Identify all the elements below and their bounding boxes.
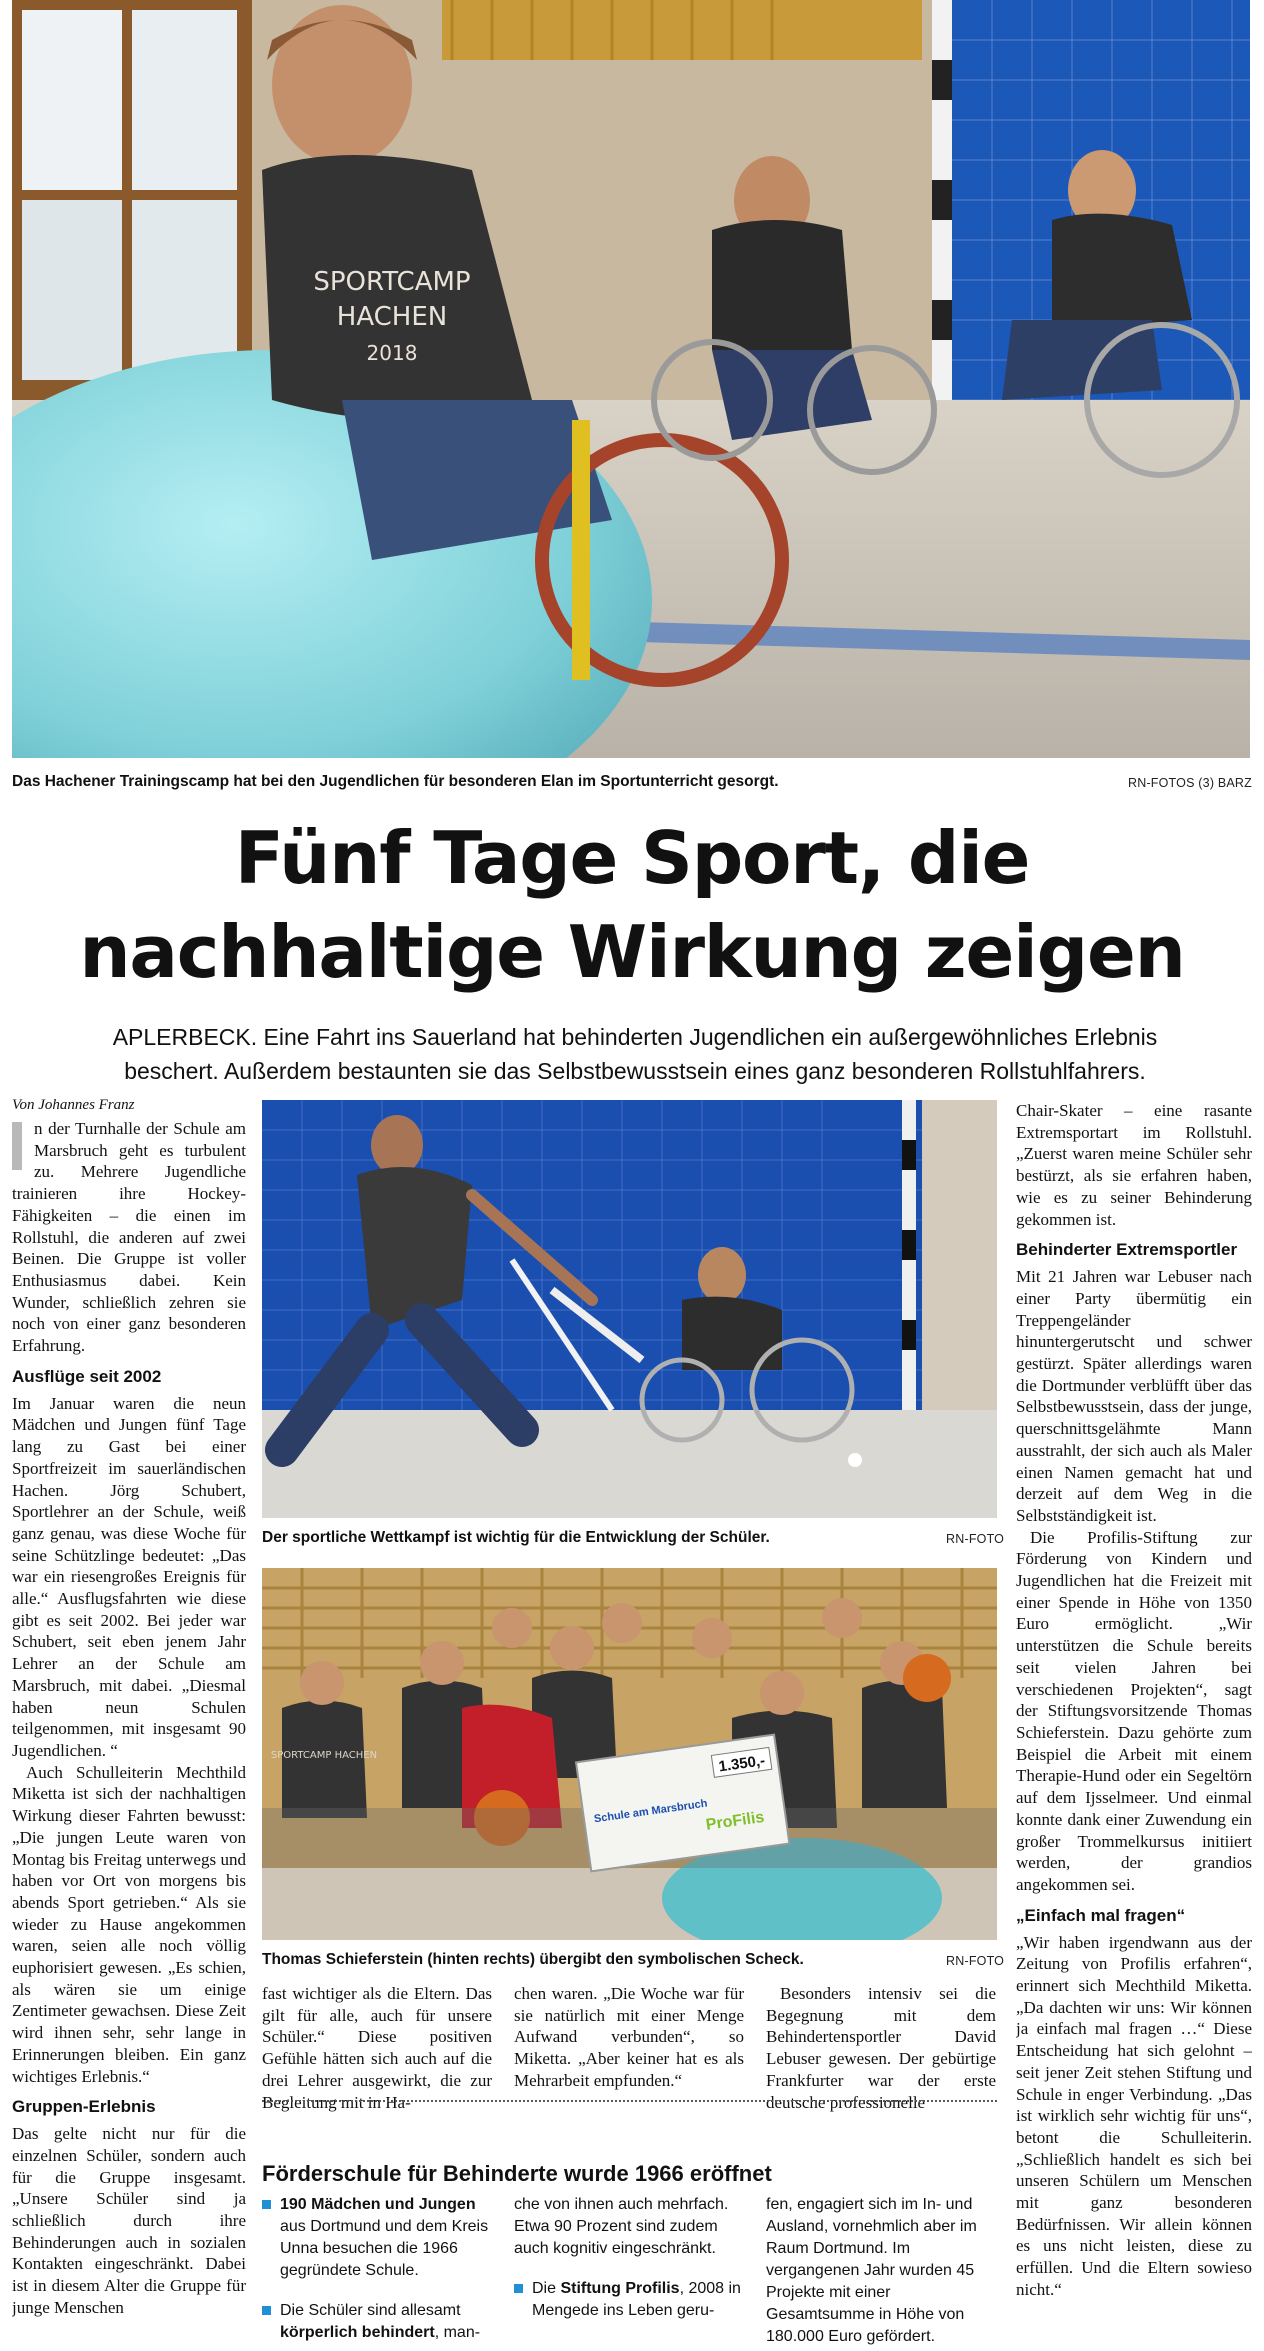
bullet-square-icon — [262, 2306, 271, 2315]
bottom-photo-credit: RN-FOTO — [946, 1954, 1005, 1968]
col3-paragraph-1: chen waren. „Die Woche war für sie natürlich mit einer Menge Aufwand verbunden“, so Miketta. „Aber keiner hat es als Mehrarbeit empfunden.“ — [514, 1984, 744, 2090]
top-photo — [12, 0, 1250, 758]
intro-line-1: APLERBECK. Eine Fahrt ins Sauerland hat behinderten Jugendlichen ein außergewöhnliches Erlebnis — [112, 1024, 1158, 1050]
infobox-divider — [262, 2100, 997, 2102]
check-recipient: Schule am Marsbruch — [593, 1797, 709, 1826]
article-column-3 — [514, 1983, 744, 2092]
col5-subheading-1: Behinderter Extremsportler — [1016, 1240, 1238, 1260]
article-column-1 — [12, 1118, 246, 2348]
col5-paragraph-1: Chair-Skater – eine rasante Extremsportart im Rollstuhl. „Zuerst waren meine Schüler sehr bestürzt, als sie erfahren haben, wie es zu seiner Behinderung gekommen ist. — [1016, 1101, 1252, 1229]
middle-photo-caption: Der sportliche Wettkampf ist wichtig für die Entwicklung der Schüler. — [262, 1529, 770, 1546]
headline-line-1: Fünf Tage Sport, die — [234, 816, 1030, 900]
col4-paragraph-1: Besonders intensiv sei die Begegnung mit dem Behindertensportler David Lebuser gewesen. Der gebürtige Frankfurter war der erste deutsche professionelle — [766, 1984, 996, 2112]
top-photo-credit: RN-FOTOS (3) BARZ — [1127, 776, 1252, 790]
top-photo-illustration — [12, 0, 1250, 758]
check-amount: 1.350,- — [717, 1752, 767, 1776]
infobox-item-disability: Die Schüler sind allesamt körperlich behindert, man- — [262, 2300, 502, 2344]
byline: Von Johannes Franz — [12, 1097, 135, 1113]
middle-photo-illustration — [262, 1100, 997, 1518]
bottom-shirt-text: SPORTCAMP HACHEN — [270, 1750, 378, 1761]
col5-subheading-2: „Einfach mal fragen“ — [1016, 1905, 1186, 1925]
intro-line-2: beschert. Außerdem bestaunten sie das Selbstbewusstsein eines ganz besonderen Rollstuhlfahrers. — [124, 1058, 1146, 1084]
col5-paragraph-2: Mit 21 Jahren war Lebuser nach einer Party übermütig ein Treppengeländer hinuntergerutscht und schwer gestürzt. Später allerdings waren die Dortmunder verblüfft über das Selbstbewusstsein, dass der junge, querschnittsgelähmte Mann ausstrahlt, der sich auch als Maler einen Namen gemacht hat und derzeit auf dem Weg in die Selbstständigkeit ist. — [1016, 1267, 1252, 1525]
check-logo: ProFilis — [704, 1808, 766, 1834]
shirt-text-line3: 2018 — [366, 341, 418, 365]
infobox-title: Förderschule für Behinderte wurde 1966 eröffnet — [262, 2161, 772, 2186]
top-photo-caption: Das Hachener Trainingscamp hat bei den Jugendlichen für besonderen Elan im Sportunterricht gesorgt. — [12, 773, 779, 790]
article-column-5 — [1016, 1100, 1252, 2348]
bullet-square-icon — [514, 2284, 523, 2293]
middle-photo — [262, 1100, 997, 1518]
headline-line-2: nachhaltige Wirkung zeigen — [79, 910, 1185, 994]
bottom-photo — [262, 1568, 997, 1940]
shirt-text-line1: SPORTCAMP — [313, 267, 471, 297]
col5-paragraph-4: „Wir haben irgendwann aus der Zeitung von Profilis erfahren“, erinnert sich Mechthild Miketta. „Da dachten wir uns: Wir können ja einfach mal fragen …“ Diese Entscheidung hat sich gelohnt – seit jener Zeit stehen Stiftung und Schule in enger Verbindung. „Das ist wirklich sehr wichtig für uns“, betont die Schulleiterin. „Schließlich handelt es sich bei unseren Schülern um Menschen mit ganz besonderen Bedürfnissen. Wir allein können es uns nicht leisten, diese zu erfüllen. Und die Eltern sowieso nicht.“ — [1016, 1932, 1252, 2299]
infobox-column-2 — [514, 2194, 754, 2322]
infobox-item-foundation: Die Stiftung Profilis, 2008 in Mengede ins Leben geru- — [514, 2278, 754, 2322]
col1-paragraph-4: Das gelte nicht nur für die einzelnen Schüler, sondern auch für die Gruppe insgesamt. „Unsere Schüler sind ja schließlich durch ihre Behinderungen auch in sozialen Kontakten eingeschränkt. Dabei ist in diesem Alter die Gruppe für junge Menschen — [12, 2124, 246, 2317]
col2-paragraph-1: fast wichtiger als die Eltern. Das gilt für alle, auch für unsere Schüler.“ Diese positiven Gefühle hätten sich auch auf die drei Lehrer ausgewirkt, die zur Begleitung mit in Ha- — [262, 1984, 492, 2112]
infobox-text-continued: che von ihnen auch mehrfach. Etwa 90 Prozent sind zudem auch kognitiv eingeschränkt. — [514, 2196, 729, 2257]
col1-subheading-2: Gruppen-Erlebnis — [12, 2097, 156, 2117]
col1-paragraph-3: Auch Schulleiterin Mechthild Miketta ist sich der nachhaltigen Wirkung dieser Fahrten bewusst: „Die jungen Leute waren von Montag bis Freitag unterwegs und haben vor Ort von morgens bis abends Sport getrieben.“ Als sie wieder zu Hause angekommen waren, seien alle noch völlig euphorisiert gewesen. „Es schien, als wären sie um einige Zentimeter gewachsen. Diese Zeit wird ihnen sehr, sehr lange in Erinnerungen bleiben. Ein ganz wichtiges Erlebnis.“ — [12, 1762, 246, 2086]
col1-paragraph-1: n der Turnhalle der Schule am Marsbruch geht es turbulent zu. Mehrere Jugendliche trainieren ihre Hockey-Fähigkeiten – die einen im Rollstuhl, die anderen auf zwei Beinen. Die Gruppe ist voller Enthusiasmus dabei. Kein Wunder, schließlich zehren sie noch von einer ganz besonderen Erfahrung. — [12, 1119, 246, 1356]
infobox-column-3 — [766, 2194, 1002, 2348]
infobox-foundation-details: fen, engagiert sich im In- und Ausland, vornehmlich aber im Raum Dortmund. Im vergangenen Jahr wurden 45 Projekte mit einer Gesamtsumme in Höhe von 180.000 Euro gefördert. — [766, 2196, 977, 2345]
col1-paragraph-2: Im Januar waren die neun Mädchen und Jungen fünf Tage lang zu Gast bei einer Sportfreizeit im sauerländischen Hachen. Jörg Schubert, Sportlehrer an der Schule, weiß ganz genau, was diese Woche für seine Schützlinge bedeutet: „Das war ein riesengroßes Ereignis für alle.“ Ausflugsfahrten wie diese gibt es seit 2002. Bei jeder war Schubert, seit eben jenem Jahr Lehrer an der Schule am Marsbruch, mit dabei. „Diesmal haben neun Schulen teilgenommen, mit insgesamt 90 Jugendlichen. “ — [12, 1393, 246, 1760]
article-column-2 — [262, 1983, 492, 2113]
bottom-photo-caption: Thomas Schieferstein (hinten rechts) übergibt den symbolischen Scheck. — [262, 1951, 804, 1968]
infobox-item-students: 190 Mädchen und Jungen aus Dortmund und dem Kreis Unna besuchen die 1966 gegründete Schule. — [262, 2194, 502, 2282]
bullet-square-icon — [262, 2200, 271, 2209]
shirt-text-line2: HACHEN — [336, 302, 448, 332]
infobox-column-1 — [262, 2194, 502, 2344]
article-column-4 — [766, 1983, 996, 2113]
col1-subheading-1: Ausflüge seit 2002 — [12, 1366, 162, 1386]
bottom-photo-illustration — [262, 1568, 997, 1940]
middle-photo-credit: RN-FOTO — [946, 1532, 1005, 1546]
drop-cap-marker — [12, 1122, 22, 1170]
col5-paragraph-3: Die Profilis-Stiftung zur Förderung von Kindern und Jugendlichen hat die Freizeit mit einer Spende in Höhe von 1350 Euro ermöglicht. „Wir unterstützen die Schule bereits seit vielen Jahren bei verschiedenen Projekten“, sagt der Stiftungsvorsitzende Thomas Schieferstein. Dazu gehörte zum Beispiel die Arbeit mit einem Therapie-Hund oder ein Segeltörn auf dem Ijsselmeer. Und einmal konnte dank einer Zuwendung ein großer Trommelkursus initiiert werden, der grandios angekommen sei. — [1016, 1527, 1252, 1894]
